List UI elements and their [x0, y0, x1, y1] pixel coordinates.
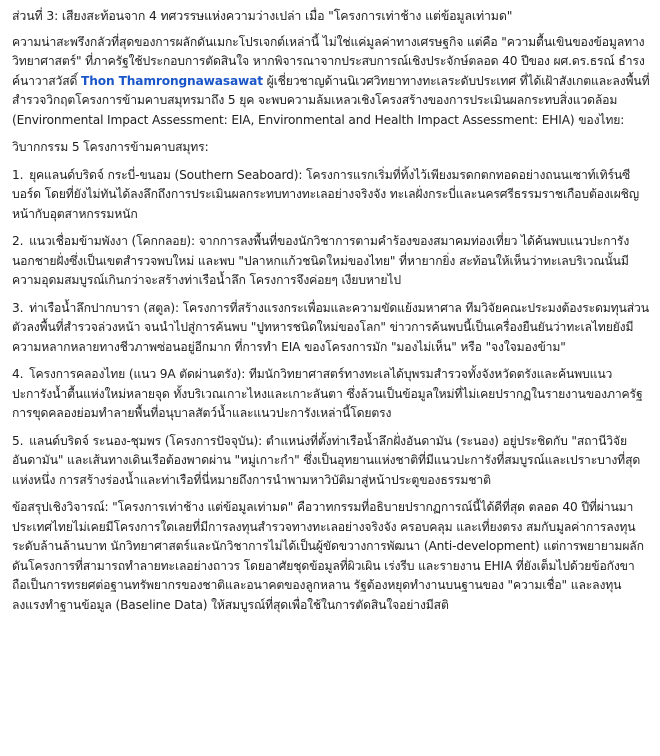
intro-text-after: ผู้เชี่ยวชาญด้านนิเวศวิทยาทางทะเลระดับประเทศ ที่ได้เฝ้าสังเกตและลงพื้นที่สำรวจวิกฤตโครงการข้ามคาบสมุทรมาถึง 5 ยุค จะพบความล้มเหลวเชิงโครงสร้างของการประเมินผลกระทบสิ่งแวดล้อม (Environmental Impact Assessment: EIA, Environmental and Health Impact Assessment: EHIA) ของไทย:	[12, 73, 650, 127]
list-item-text: ท่าเรือน้ำลึกปากบารา (สตูล): โครงการที่สร้างแรงกระเพื่อมและความขัดแย้งมหาศาล ทีมวิจัยคณะประมงต้องระดมทุนส่วนตัวลงพื้นที่สำรวจล่วงหน้า จนนำไปสู่การค้นพบ "ปูทหารชนิดใหม่ของโลก" ข่าวการค้นพบนี้เป็นเครื่องยืนยันว่าทะเลไทยยังมีความหลากหลายทางชีวภาพซ่อนอยู่อีกมาก ที่การทำ EIA ของโครงการมัก "มองไม่เห็น" หรือ "จงใจมองข้าม"	[12, 300, 649, 354]
list-item-number: 2.	[12, 234, 24, 248]
list-item	[12, 299, 650, 358]
section-heading: ส่วนที่ 3: เสียงสะท้อนจาก 4 ทศวรรษแห่งความว่างเปล่า เมื่อ "โครงการเท่าช้าง แต่ข้อมูลเท่ามด"	[12, 8, 513, 23]
list-item-text: แลนด์บริดจ์ ระนอง-ชุมพร (โครงการปัจจุบัน): ตำแหน่งที่ตั้งท่าเรือน้ำลึกฝั่งอันดามัน (ระนอง) อยู่ประชิดกับ "สถานีวิจัยอันดามัน" และเส้นทางเดินเรือต้องพาดผ่าน "หมู่เกาะกำ" ซึ่งเป็นอุทยานแห่งชาติที่มีแนวปะการังที่สมบูรณ์และเปราะบางที่สุดแห่งหนึ่ง การสร้างร่องน้ำและท่าเรือที่นี่หมายถึงการนำพามหาวิบัติมาสู่หน้าประตูของธรรมชาติ	[12, 433, 641, 487]
intro-text-before: ความน่าสะพรึงกลัวที่สุดของการผลักดันเมกะโปรเจกต์เหล่านี้ ไม่ใช่แค่มูลค่าทางเศรษฐกิจ แต่คือ "ความตื้นเขินของข้อมูลทางวิทยาศาสตร์" ที่ภาครัฐใช้ประกอบการตัดสินใจ หากพิจารณาจากประสบการณ์เชิงประจักษ์ตลอด 40 ปีของ ผศ.ดร.ธรณ์ ธำรงค์นาวาสวัสดิ์	[12, 34, 645, 88]
list-item-number: 1.	[12, 167, 24, 182]
list-item-number: 5.	[12, 433, 24, 448]
list-item-number: 3.	[12, 300, 24, 315]
conclusion-paragraph: ข้อสรุปเชิงวิจารณ์: "โครงการเท่าช้าง แต่ข้อมูลเท่ามด" คือวาทกรรมที่อธิบายปรากฏการณ์นี้ได้ดีที่สุด ตลอด 40 ปีที่ผ่านมา ประเทศไทยไม่เคยมีโครงการใดเลยที่มีการลงทุนสำรวจทางทะเลอย่างจริงจัง ครอบคลุม และเที่ยงตรง สมกับมูลค่าการลงทุนระดับล้านล้านบาท นักวิทยาศาสตร์และนักวิชาการไม่ได้เป็นผู้ขัดขวางการพัฒนา (Anti-development) แต่การพยายามผลักดันโครงการที่สามารถทำลายทะเลอย่างถาวร โดยอาศัยชุดข้อมูลที่ผิวเผิน เร่งรีบ และรายงาน EHIA ที่ยังเต็มไปด้วยข้อกังขา ถือเป็นการทรยศต่อฐานทรัพยากรของชาติและอนาคตของลูกหลาน รัฐต้องหยุดทำงานบนฐานของ "ความเชื่อ" และลงทุนลงแรงทำฐานข้อมูล (Baseline Data) ให้สมบูรณ์ที่สุดเพื่อใช้ในการตัดสินใจอย่างมีสติ	[12, 500, 644, 612]
list-item-text: แนวเชื่อมข้ามพังงา (โคกกลอย): จากการลงพื้นที่ของนักวิชาการตามคำร้องของสมาคมท่องเที่ยว ได้ค้นพบแนวปะการังนอกชายฝั่งซึ่งเป็นเขตสำรวจพบใหม่ และพบ "ปลาหกแก้วชนิดใหม่ของไทย" ที่หายากยิ่ง สะท้อนให้เห็นว่าทะเลบริเวณนั้นมีความอุดมสมบูรณ์เกินกว่าจะสร้างท่าเรือน้ำลึก โครงการจึงค่อยๆ เงียบหายไป	[12, 234, 630, 287]
author-mention-link[interactable]: Thon Thamrongnawasawat	[81, 73, 263, 88]
list-item-text: ยุคแลนด์บริดจ์ กระบี่-ขนอม (Southern Seaboard): โครงการแรกเริ่มที่ทิ้งไว้เพียงมรดกตกทอดอย่างถนนเซาท์เทิร์นซีบอร์ด โดยที่ยังไม่ทันได้ลงลึกถึงการประเมินผลกระทบทางทะเลอย่างจริงจัง ทะเลฝั่งกระบี่และนครศรีธรรมราชเกือบต้องเผชิญหน้ากับอุตสาหกรรมหนัก	[12, 167, 640, 221]
list-item	[12, 432, 650, 491]
list-item	[12, 232, 650, 291]
list-item-number: 4.	[12, 367, 24, 381]
intro-paragraph	[12, 33, 650, 131]
list-label: วิบากกรรม 5 โครงการข้ามคาบสมุทร:	[12, 140, 209, 154]
list-item-text: โครงการคลองไทย (แนว 9A ตัดผ่านตรัง): ทีมนักวิทยาศาสตร์ทางทะเลได้บุพรมสำรวจทั้งจังหวัดตรังและค้นพบแนวปะการังน้ำตื้นแห่งใหม่หลายจุด ทั้งบริเวณเกาะไหงและเกาะลันตา ซึ่งล้วนเป็นข้อมูลใหม่ที่ไม่เคยปรากฏในรายงานของภาครัฐ การขุดคลองย่อมทำลายพื้นที่อนุบาลสัตว์น้ำและแนวปะการังเหล่านี้โดยตรง	[12, 367, 643, 420]
list-item	[12, 166, 650, 225]
list-item	[12, 365, 650, 424]
